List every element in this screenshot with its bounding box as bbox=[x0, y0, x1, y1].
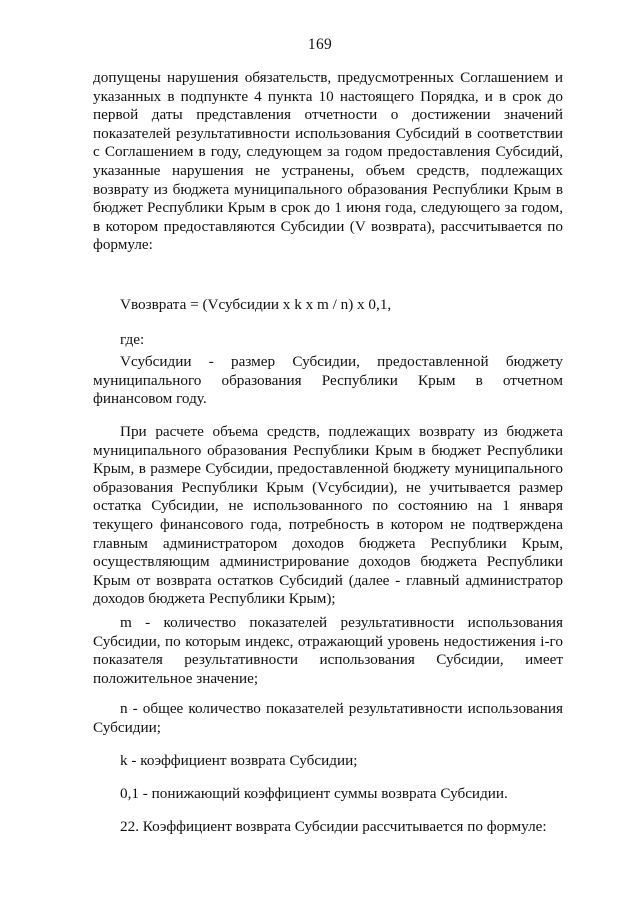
paragraph-text: допущены нарушения обязательств, предусмотренных Соглашением и указанных в подпункте 4 пункта 10 настоящего Порядка, и в срок до первой даты представления отчетности о достижении значений показателей результативности использования Субсидий в соответствии с Соглашением в году, следующем за годом предоставления Субсидий, указанные нарушения не устранены, объем средств, подлежащих возврату из бюджета муниципального образования Республики Крым в бюджет Республики Крым в срок до 1 июня года, следующего за годом, в котором предоставляются Субсидии (V возврата), рассчитывается по формуле: bbox=[93, 69, 563, 254]
paragraph-v-subsidy bbox=[93, 353, 563, 409]
paragraph-k-definition bbox=[93, 752, 563, 771]
paragraph-text: При расчете объема средств, подлежащих возврату из бюджета муниципального образования Республики Крым в бюджет Республики Крым, в размере Субсидии, предоставленной бюджету муниципального образования Республики Крым (Vсубсидии), не учитывается размер остатка Субсидии, не использованного по состоянию на 1 января текущего финансового года, потребность в котором не подтверждена главным администратором доходов бюджета Республики Крым, осуществляющим администрирование доходов бюджета Республики Крым от возврата остатков Субсидий (далее - главный администратор доходов бюджета Республики Крым); bbox=[93, 423, 563, 608]
paragraph-coefficient-01 bbox=[93, 785, 563, 804]
paragraph-intro bbox=[93, 69, 563, 255]
paragraph-text: 22. Коэффициент возврата Субсидии рассчитывается по формуле: bbox=[120, 818, 547, 835]
paragraph-text: k - коэффициент возврата Субсидии; bbox=[120, 752, 358, 769]
paragraph-text: m - количество показателей результативности использования Субсидии, по которым индекс, отражающий уровень недостижения i-го показателя результативности использования Субсидии, имеет положительное значение; bbox=[93, 614, 563, 687]
paragraph-section-22 bbox=[93, 818, 563, 837]
page-number: 169 bbox=[307, 36, 333, 53]
paragraph-calculation-note bbox=[93, 423, 563, 609]
paragraph-text: 0,1 - понижающий коэффициент суммы возврата Субсидии. bbox=[120, 785, 508, 802]
where-label: где: bbox=[120, 331, 145, 348]
paragraph-n-definition bbox=[93, 700, 563, 737]
paragraph-text: n - общее количество показателей результативности использования Субсидии; bbox=[93, 700, 563, 736]
paragraph-text: Vсубсидии - размер Субсидии, предоставленной бюджету муниципального образования Республики Крым в отчетном финансовом году. bbox=[93, 353, 563, 408]
paragraph-m-definition bbox=[93, 614, 563, 688]
formula-v-return: Vвозврата = (Vсубсидии x k x m / n) x 0,1, bbox=[120, 296, 392, 313]
